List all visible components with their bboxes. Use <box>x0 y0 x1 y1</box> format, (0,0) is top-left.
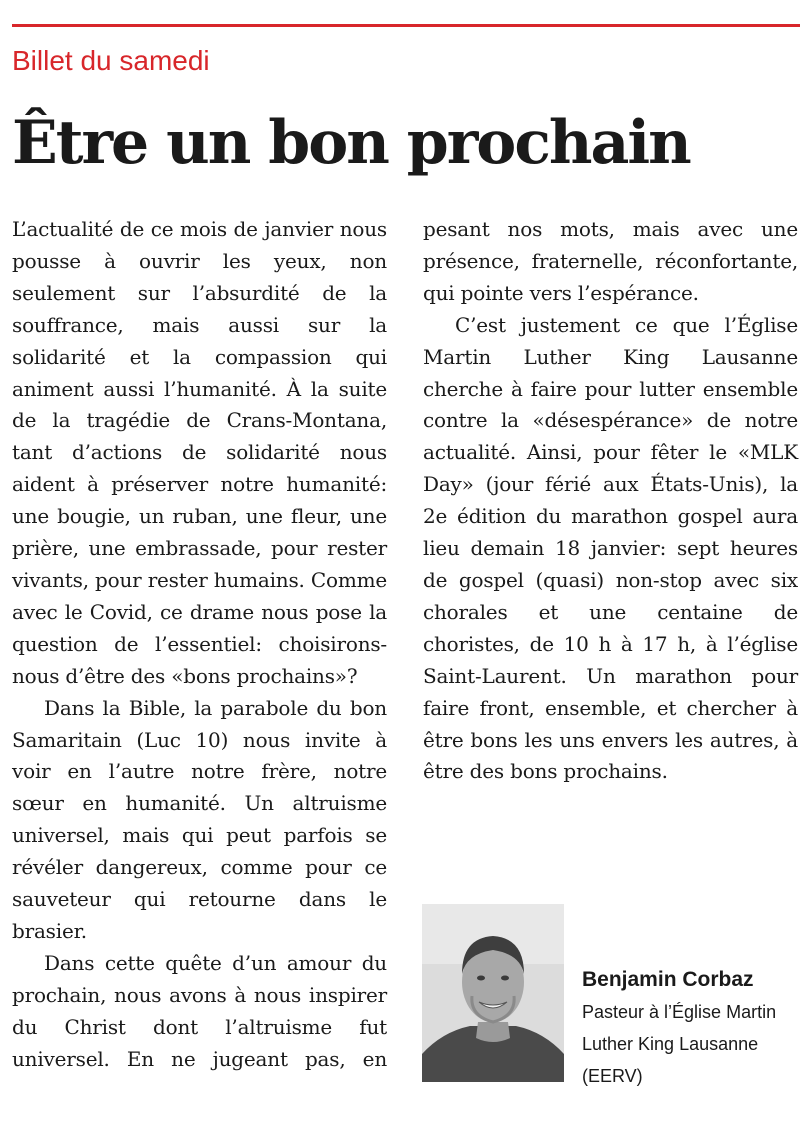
paragraph-4: C’est justement ce que l’Église Martin Luther King Lausanne cherche à faire pour lutter ensemble contre la «désespérance» de notre actualité. Ainsi, pour fêter le «MLK Day» (jour férié aux États-Unis), la 2e édition du marathon gospel aura lieu demain 18 janvier: sept heures de gospel (quasi) non-stop avec six chorales et une centaine de choristes, de 10 h à 17 h, à l’église Saint-Laurent. Un marathon pour faire front, ensemble, et chercher à être bons les uns envers les autres, à être des bons prochains. <box>423 312 798 784</box>
section-kicker: Billet du samedi <box>12 45 210 76</box>
portrait-photo-icon <box>422 904 564 1082</box>
article-body <box>12 214 798 1094</box>
paragraph-2: Dans la Bible, la parabole du bon Samaritain (Luc 10) nous invite à voir en l’autre notre frère, notre sœur en humanité. Un altruisme universel, mais qui peut parfois se révéler dangereux, comme pour ce sauveteur qui retourne dans le brasier. <box>12 695 387 943</box>
author-role-line-1: Pasteur à l’Église Martin <box>582 1002 777 1022</box>
author-role-line-2: Luther King Lausanne <box>582 1034 759 1054</box>
author-photo <box>422 904 564 1082</box>
byline <box>582 966 798 1092</box>
author-role-line-3: (EERV) <box>582 1066 643 1086</box>
top-rule <box>12 24 800 27</box>
paragraph-3: Dans cette quête d’un amour du prochain, nous avons à nous inspirer du Christ dont l’altruisme fut universel. En ne jugeant pas, en pesant nos mots, mais avec une présence, fraternelle, réconfortante, qui pointe vers l’espérance. <box>12 217 798 1071</box>
author-name: Benjamin Corbaz <box>582 968 754 991</box>
paragraph-1: L’actualité de ce mois de janvier nous pousse à ouvrir les yeux, non seulement sur l’absurdité de la souffrance, mais aussi sur la solidarité et la compassion qui animent aussi l’humanité. À la suite de la tragédie de Crans-Montana, tant d’actions de solidarité nous aident à préserver notre humanité: une bougie, un ruban, une fleur, une prière, une embrassade, pour rester vivants, pour rester humains. Comme avec le Covid, ce drame nous pose la question de l’essentiel: choisirons-nous d’être des «bons prochains»? <box>12 217 387 688</box>
headline: Être un bon prochain <box>12 108 690 178</box>
